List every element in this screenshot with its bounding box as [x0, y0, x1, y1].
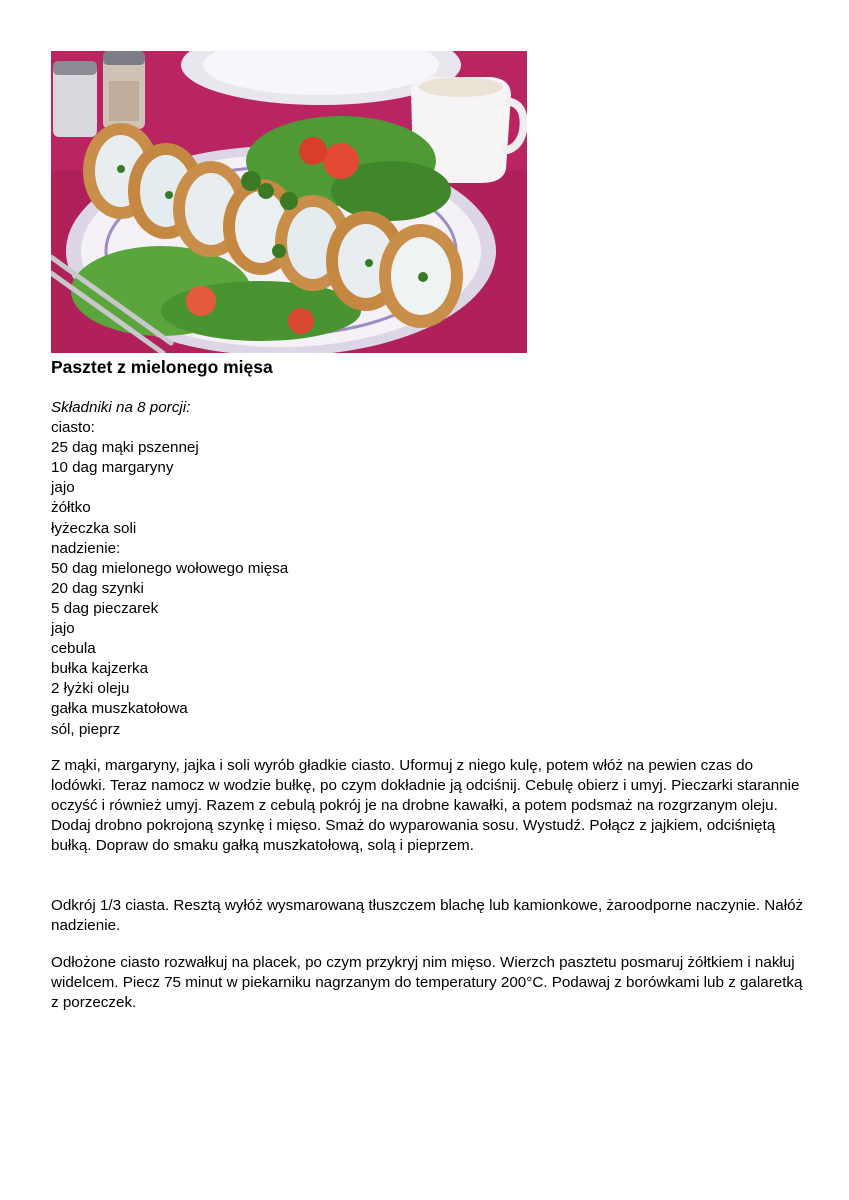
ingredient-item: 25 dag mąki pszennej: [51, 439, 199, 457]
ingredient-item: 20 dag szynki: [51, 579, 144, 597]
instructions-paragraph-1: Z mąki, margaryny, jajka i soli wyrób gładkie ciasto. Uformuj z niego kulę, potem włóż na pewien czas do lodówki. Teraz namocz w wodzie bułkę, po czym dokładnie ją odciśnij. Cebulę obierz i umyj. Pieczarki starannie oczyść i również umyj. Razem z cebulą pokrój je na drobne kawałki, a potem podsmaż na rozgrzanym oleju. Dodaj drobno pokrojoną szynkę i mięso. Smaż do wyparowania sosu. Wystudź. Połącz z jajkiem, odciśniętą bułką. Dopraw do smaku gałką muszkatołową, solą i pieprzem.: [51, 757, 800, 855]
ingredient-item: 10 dag margaryny: [51, 459, 174, 477]
ingredients-section: [51, 398, 288, 740]
pate-dish-illustration: [51, 51, 527, 353]
ingredient-item: jajo: [51, 479, 75, 497]
ingredient-item: cebula: [51, 640, 96, 658]
recipe-photo: [51, 51, 527, 353]
ingredient-item: 5 dag pieczarek: [51, 599, 159, 617]
ingredient-item: 2 łyżki oleju: [51, 680, 130, 698]
ingredient-item: 50 dag mielonego wołowego mięsa: [51, 559, 289, 577]
ingredient-item: sól, pieprz: [51, 720, 121, 738]
instructions-paragraph-2: Odkrój 1/3 ciasta. Resztą wyłóż wysmarowaną tłuszczem blachę lub kamionkowe, żaroodporne naczynie. Nałóż nadzienie.: [51, 897, 804, 935]
ingredient-item: ciasto:: [51, 419, 95, 437]
ingredient-item: łyżeczka soli: [51, 519, 137, 537]
ingredient-item: gałka muszkatołowa: [51, 700, 188, 718]
ingredient-item: żółtko: [51, 499, 91, 517]
ingredient-item: nadzienie:: [51, 539, 121, 557]
instructions-paragraph-3: Odłożone ciasto rozwałkuj na placek, po czym przykryj nim mięso. Wierzch pasztetu posmaruj żółtkiem i nakłuj widelcem. Piecz 75 minut w piekarniku nagrzanym do temperatury 200°C. Podawaj z borówkami lub z galaretką z porzeczek.: [51, 954, 803, 1012]
ingredient-item: bułka kajzerka: [51, 660, 149, 678]
ingredients-list: [51, 418, 288, 740]
ingredient-item: jajo: [51, 620, 75, 638]
recipe-title: Pasztet z mielonego mięsa: [51, 357, 273, 377]
ingredients-heading: Składniki na 8 porcji:: [51, 399, 191, 416]
